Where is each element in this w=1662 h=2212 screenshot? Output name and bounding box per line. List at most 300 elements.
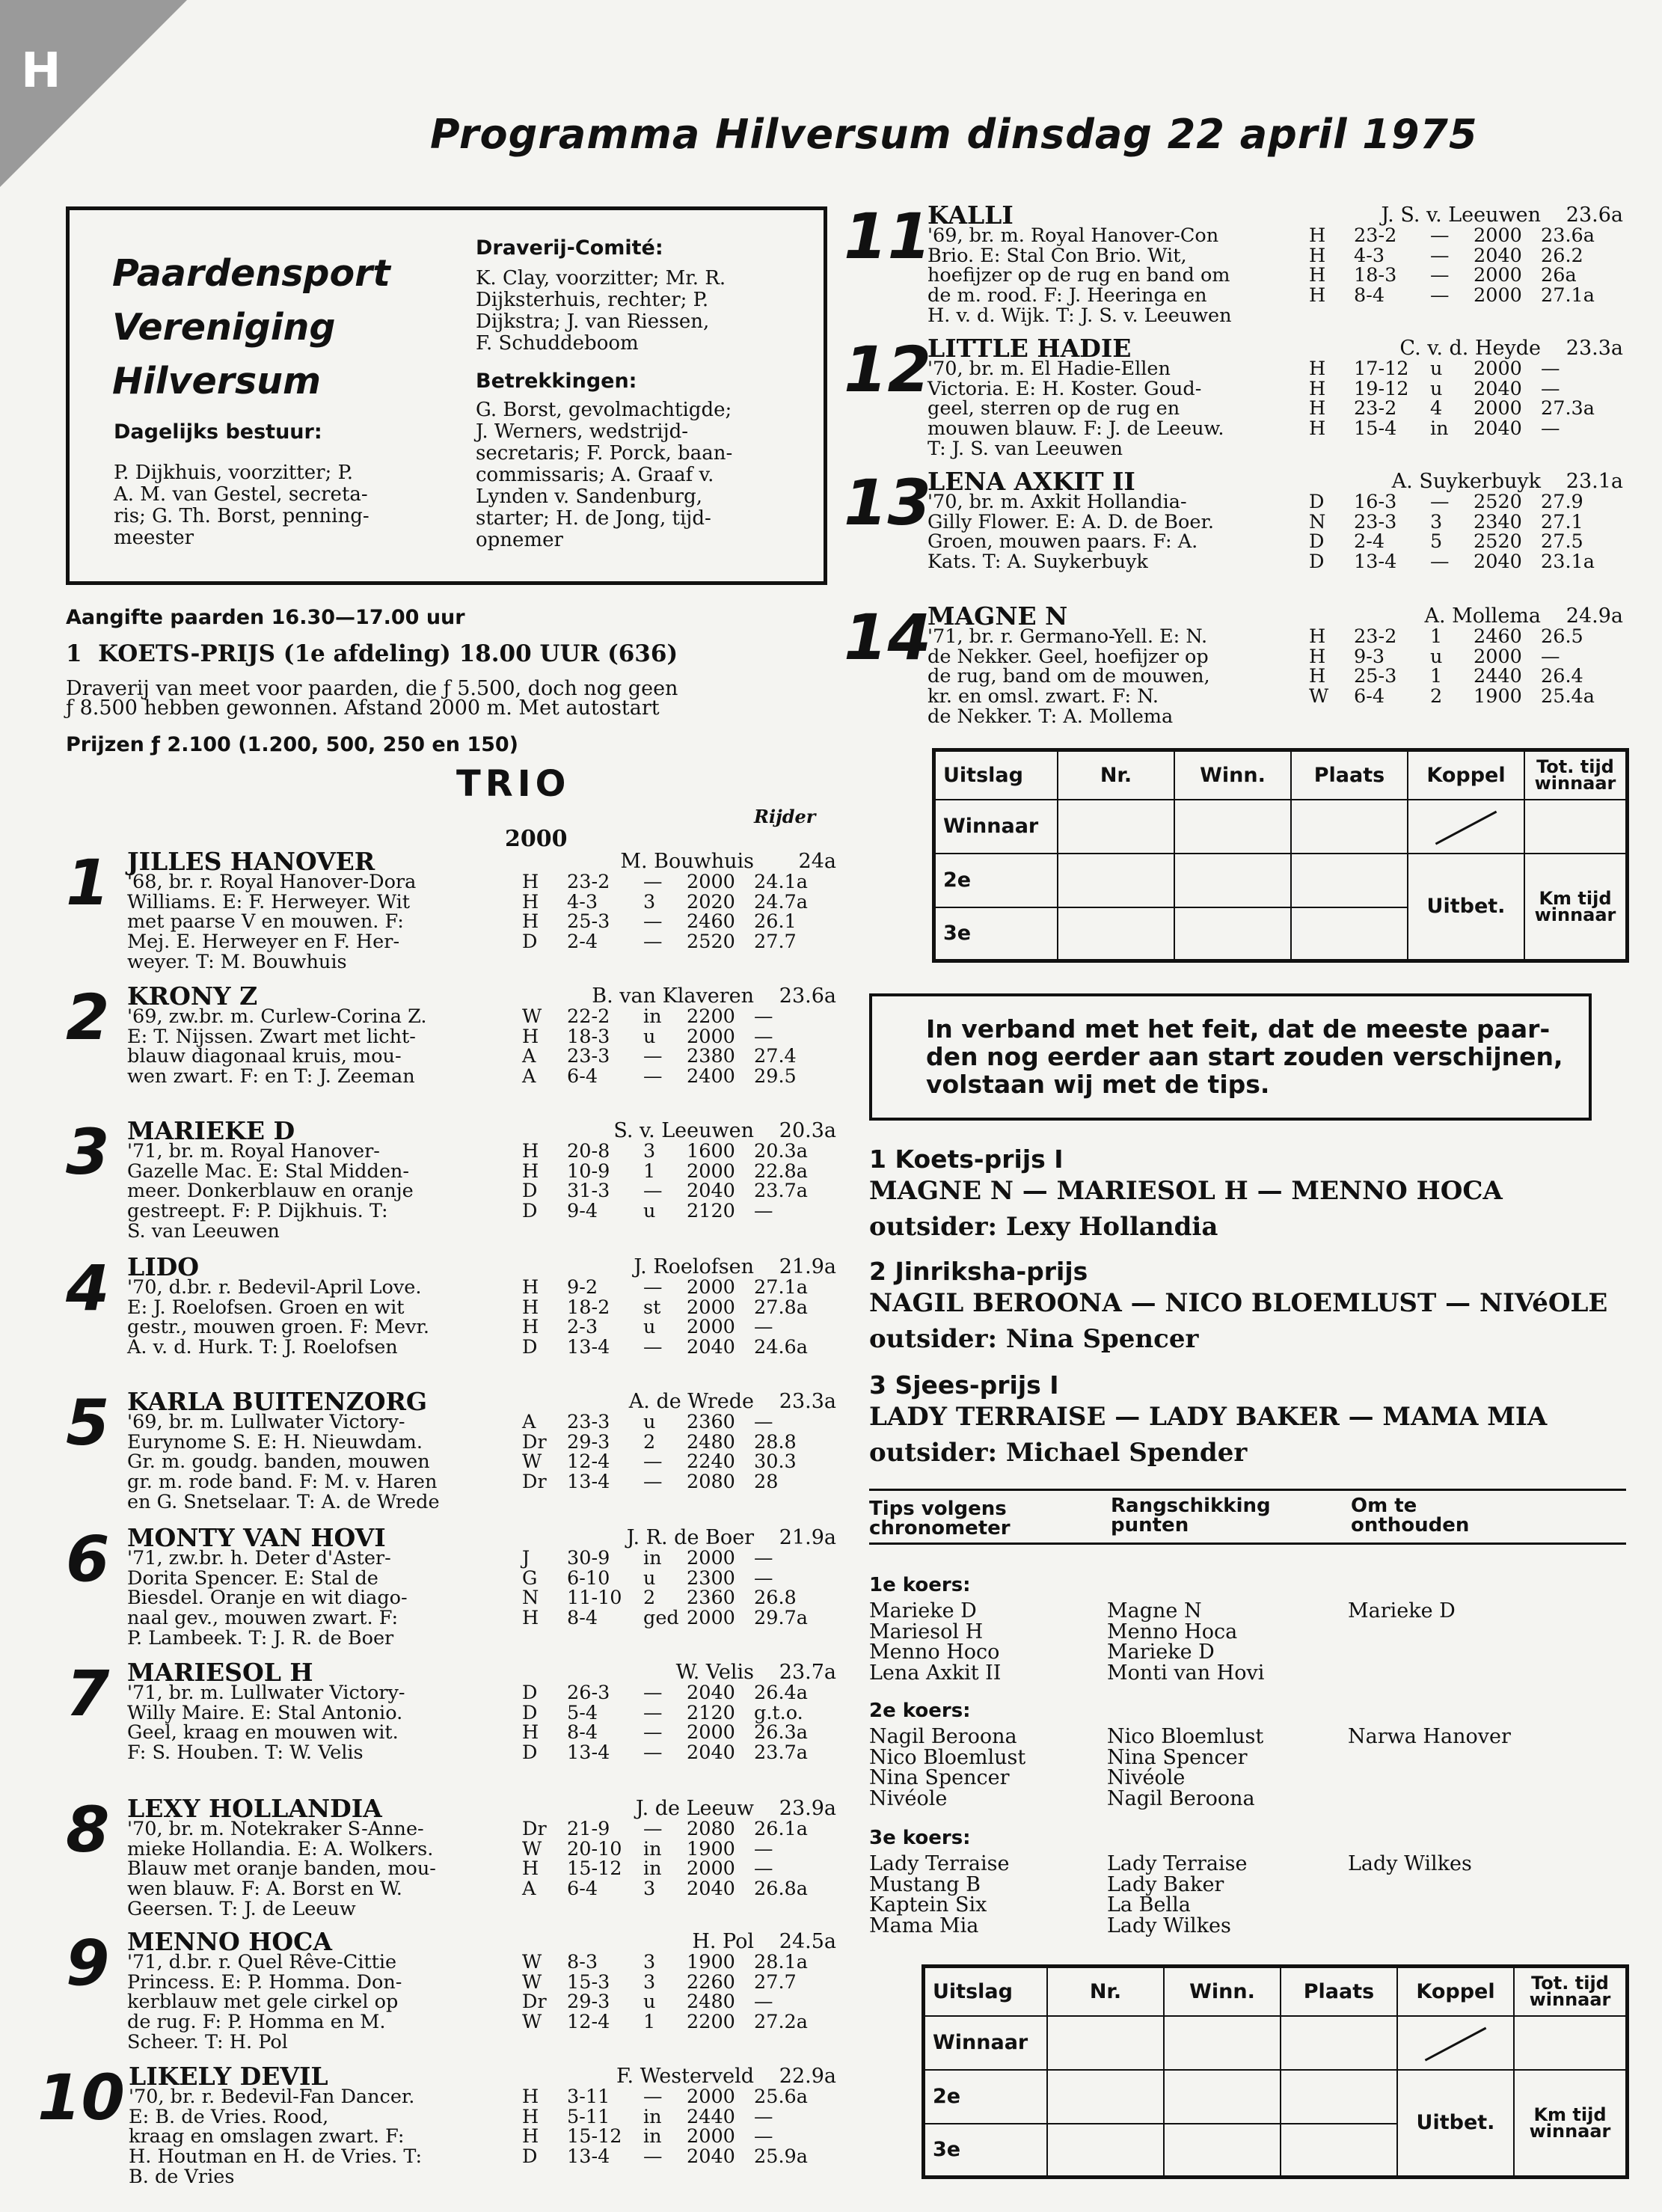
table-header: Plaats (1281, 1967, 1397, 2016)
result-distance: 2000 (687, 1025, 735, 1048)
result-date: 29-3 (567, 1430, 610, 1453)
result-date: 9-3 (1354, 645, 1385, 668)
result-place: in (643, 1857, 662, 1881)
result-row (522, 2107, 836, 2127)
result-distance: 2040 (1474, 417, 1522, 441)
page-title: Programma Hilversum dinsdag 22 april 1975 (430, 111, 1478, 158)
table-cell (1164, 2016, 1281, 2070)
result-distance: 2040 (1474, 377, 1522, 400)
result-place: — (643, 1180, 663, 1203)
koppel-slash-cell (1408, 800, 1524, 854)
result-time: — (754, 2105, 773, 2128)
result-row (1309, 399, 1623, 419)
result-time: 26.8 (754, 1587, 797, 1610)
result-track: H (522, 1857, 539, 1881)
result-place: u (643, 1991, 656, 2014)
result-row (522, 1027, 836, 1047)
result-track: H (522, 1025, 539, 1048)
table-row-label: 3e (934, 907, 1058, 961)
result-time: 26.2 (1541, 244, 1583, 267)
result-row (522, 1566, 836, 1590)
corner-letter: H (21, 43, 61, 99)
horse-name: KALLI (927, 200, 1014, 230)
horse-record: 24.5a (779, 1930, 836, 1953)
result-distance: 2080 (687, 1471, 735, 1494)
horse-number: 5 (66, 1386, 110, 1459)
result-track: D (522, 1336, 538, 1359)
result-place: 3 (643, 890, 656, 913)
club-name (112, 247, 390, 408)
remember-tip: Narwa Hanover (1348, 1725, 1511, 1748)
result-place: — (643, 1045, 663, 1068)
result-date: 29-3 (567, 1991, 610, 2014)
result-row (1309, 492, 1623, 512)
result-date: 13-4 (1354, 551, 1397, 574)
horse-rider: J. Roelofsen (634, 1255, 754, 1278)
result-row (1309, 379, 1623, 399)
result-track: H (522, 1159, 539, 1183)
table-row-label: Winnaar (934, 800, 1058, 854)
result-distance: 2040 (687, 2145, 735, 2169)
result-date: 6-4 (567, 1878, 598, 1901)
result-row (522, 1588, 836, 1608)
result-track: H (1309, 417, 1326, 441)
horse-number: 7 (66, 1657, 110, 1730)
result-date: 13-4 (567, 1471, 610, 1494)
result-time: 26.4a (754, 1682, 808, 1704)
result-place: in (643, 1005, 662, 1028)
table-row-label: 2e (924, 2070, 1048, 2124)
horse-name: MONTY VAN HOVI (127, 1523, 386, 1552)
horse-rider: A. Mollema (1424, 604, 1541, 628)
result-place: 3 (1430, 510, 1443, 533)
horse-description: '69, br. m. Lullwater Victory- Eurynome S. E: H. Nieuwdam. Gr. m. goudg. banden, mouwen gr. m. rode band. F: M. v. Haren en G. Snetselaar. T: A. de Wrede (127, 1411, 440, 1513)
result-row (1309, 627, 1623, 647)
table-cell (1047, 2070, 1164, 2124)
horse-rider: C. v. d. Heyde (1399, 337, 1541, 360)
result-place: — (643, 1065, 663, 1088)
result-place: 2 (643, 1430, 656, 1453)
result-distance: 2460 (687, 910, 735, 934)
result-row (522, 1743, 836, 1763)
result-date: 11-10 (567, 1587, 622, 1610)
horse-entry (844, 200, 1623, 335)
horse-rider: J. de Leeuw (635, 1797, 754, 1820)
result-date: 31-3 (567, 1180, 610, 1203)
result-place: u (643, 1411, 656, 1433)
result-place: u (1430, 377, 1443, 400)
result-time: 20.3a (754, 1140, 808, 1162)
result-date: 8-4 (1354, 284, 1385, 307)
result-time: 27.5 (1541, 530, 1583, 554)
result-date: 30-9 (567, 1547, 610, 1569)
result-date: 19-12 (1354, 377, 1409, 400)
result-distance: 2460 (1474, 625, 1522, 648)
result-place: 3 (643, 1951, 656, 1973)
result-track: W (522, 1951, 542, 1973)
horse-results (1309, 359, 1623, 439)
result-time: g.t.o. (754, 1701, 803, 1724)
horse-number: 14 (844, 601, 931, 674)
result-time: 28.1a (754, 1951, 808, 1973)
horse-description: '69, br. m. Royal Hanover-Con Brio. E: Stal Con Brio. Wit, hoefijzer op de rug en band om de m. rood. F: J. Heeringa en H. v. d. Wijk. T: J. S. v. Leeuwen (927, 224, 1232, 327)
result-date: 2-3 (567, 1316, 598, 1339)
result-track: G (522, 1566, 538, 1590)
horse-number: 8 (66, 1793, 110, 1866)
race-description: Draverij van meet voor paarden, die ƒ 5.500, doch nog geen ƒ 8.500 hebben gewonnen. Afstand 2000 m. Met autostart (66, 677, 678, 720)
horse-number: 2 (66, 981, 110, 1054)
result-place: u (643, 1025, 656, 1048)
result-place: — (643, 910, 663, 934)
result-row (522, 1159, 836, 1183)
result-time: 25.4a (1541, 685, 1595, 708)
result-time: — (754, 1857, 773, 1881)
result-distance: 2000 (1474, 645, 1522, 668)
result-row (522, 1608, 836, 1629)
result-date: 25-3 (1354, 665, 1397, 688)
result-time: — (754, 1005, 773, 1028)
table-header: Plaats (1291, 750, 1408, 800)
result-date: 12-4 (567, 2011, 610, 2034)
result-row (522, 1430, 836, 1453)
result-distance: 2120 (687, 1701, 735, 1724)
result-track: H (1309, 397, 1326, 420)
result-date: 23-3 (567, 1411, 610, 1433)
result-track: H (1309, 358, 1326, 380)
horse-results (522, 1007, 836, 1087)
result-row (522, 1839, 836, 1860)
result-track: Dr (522, 1471, 547, 1494)
chrono-header-1: Tips volgens chronometer (869, 1498, 1011, 1539)
table-cell (1058, 800, 1174, 854)
result-row (1309, 647, 1623, 667)
horse-rider: J. R. de Boer (626, 1526, 754, 1549)
result-time: — (754, 1411, 773, 1433)
horse-description: '71, d.br. r. Quel Rêve-Cittie Princess. E: P. Homma. Don- kerblauw met gele cirkel op de rug. F: P. Homma en M. Scheer. T: H. Pol (127, 1951, 402, 2053)
result-track: H (1309, 264, 1326, 287)
result-date: 18-2 (567, 1296, 610, 1319)
result-time: 26.5 (1541, 625, 1583, 648)
rijder-label: Rijder (754, 806, 816, 827)
horse-name: LIDO (127, 1252, 200, 1281)
horse-description: '71, br. m. Lullwater Victory- Willy Maire. E: Stal Antonio. Geel, kraag en mouwen wit. F: S. Houben. T: W. Velis (127, 1682, 405, 1765)
result-place: 3 (643, 1970, 656, 1994)
horse-rider: A. de Wrede (628, 1390, 754, 1413)
result-distance: 2000 (687, 2086, 735, 2108)
result-time: 27.2a (754, 2011, 808, 2034)
result-distance: 2200 (687, 1005, 735, 1028)
result-track: H (522, 871, 539, 893)
result-distance: 2400 (687, 1065, 735, 1088)
result-track: D (522, 1180, 538, 1203)
result-distance: 2040 (687, 1336, 735, 1359)
result-row (522, 1278, 836, 1298)
result-time: — (1541, 645, 1560, 668)
result-place: — (643, 871, 663, 893)
result-place: — (643, 1741, 663, 1765)
result-track: H (522, 2125, 539, 2148)
result-time: — (1541, 377, 1560, 400)
result-distance: 2040 (1474, 551, 1522, 574)
horse-name: LENA AXKIT II (927, 467, 1135, 496)
horse-name: LITTLE HADIE (927, 334, 1132, 363)
result-row (522, 1317, 836, 1338)
result-row (1309, 419, 1623, 439)
horse-results (522, 1819, 836, 1899)
result-time: 27.4 (754, 1045, 797, 1068)
result-distance: 2360 (687, 1411, 735, 1433)
result-row (522, 1067, 836, 1087)
chrono-header-3: Om te onthouden (1351, 1495, 1470, 1537)
comite-label: Draverij-Comité: (476, 236, 663, 260)
result-distance: 2000 (1474, 397, 1522, 420)
horse-entry (844, 334, 1623, 468)
result-row (522, 1412, 836, 1433)
koers-label: 1e koers: (869, 1574, 971, 1596)
result-date: 9-2 (567, 1276, 598, 1299)
result-distance: 2520 (1474, 530, 1522, 554)
remember-tip: Lady Wilkes (1348, 1852, 1472, 1875)
result-row (522, 1548, 836, 1569)
result-place: in (643, 2105, 662, 2128)
horse-entry (66, 981, 836, 1116)
table-header: Koppel (1408, 750, 1524, 800)
horse-results (522, 1278, 836, 1358)
result-row (522, 1723, 836, 1743)
result-place: — (1430, 491, 1450, 513)
result-time: 23.1a (1541, 551, 1595, 574)
result-row (522, 912, 836, 932)
result-row (1309, 266, 1623, 286)
result-row (1309, 552, 1623, 572)
result-row (522, 1181, 836, 1201)
result-date: 18-3 (567, 1025, 610, 1048)
horse-rider: M. Bouwhuis (620, 850, 754, 873)
horse-name: MENNO HOCA (127, 1927, 333, 1956)
result-row (522, 1819, 836, 1839)
result-row (522, 1992, 836, 2012)
horse-number: 4 (66, 1251, 110, 1325)
horse-entry (66, 847, 836, 981)
result-track: H (522, 1607, 539, 1630)
horse-number: 6 (66, 1522, 110, 1596)
table-cell (1058, 907, 1174, 961)
uitbet-cell: Uitbet. (1397, 2070, 1514, 2178)
result-distance: 2240 (687, 1450, 735, 1474)
result-time: 27.8a (754, 1296, 808, 1319)
result-place: 3 (643, 1140, 656, 1162)
horse-name: JILLES HANOVER (127, 847, 375, 876)
result-track: H (1309, 284, 1326, 307)
horse-number: 12 (844, 333, 931, 406)
table-header: Koppel (1397, 1967, 1514, 2016)
horse-record: 21.9a (779, 1255, 836, 1278)
result-row (522, 1683, 836, 1703)
result-date: 23-2 (1354, 224, 1397, 247)
result-distance: 2020 (687, 890, 735, 913)
result-time: 26.1 (754, 910, 797, 934)
result-distance: 1900 (687, 1951, 735, 1973)
result-distance: 2000 (687, 1276, 735, 1299)
ranking-tips: Lady Terraise Lady Baker La Bella Lady Wilkes (1107, 1852, 1248, 1937)
table-cell (1047, 2124, 1164, 2178)
result-time: 25.6a (754, 2086, 808, 2108)
horse-rider: F. Westerveld (616, 2065, 754, 2088)
result-track: N (522, 1587, 539, 1610)
result-time: — (754, 1200, 773, 1223)
koers-label: 2e koers: (869, 1700, 971, 1722)
result-distance: 1900 (1474, 685, 1522, 708)
result-track: H (522, 1140, 539, 1162)
club-name-line: Vereniging (112, 306, 336, 349)
result-date: 13-4 (567, 1336, 610, 1359)
result-track: H (522, 910, 539, 934)
result-date: 5-11 (567, 2105, 610, 2128)
result-time: 23.7a (754, 1180, 808, 1203)
horse-results (522, 1548, 836, 1629)
horse-description: '70, br. m. El Hadie-Ellen Victoria. E: H. Koster. Goud- geel, sterren op de rug en mouwen blauw. F: J. de Leeuw. T: J. S. van Leeuwen (927, 358, 1224, 460)
table-cell (1524, 800, 1628, 854)
result-date: 18-3 (1354, 264, 1397, 287)
result-place: — (643, 931, 663, 954)
horse-record: 23.3a (779, 1390, 836, 1413)
uitbet-cell: Uitbet. (1408, 854, 1524, 961)
result-track: H (1309, 625, 1326, 648)
result-place: — (643, 1450, 663, 1474)
table-row-label: 3e (924, 2124, 1048, 2178)
tip-race-3-outsider: outsider: Michael Spender (869, 1438, 1248, 1468)
result-track: W (522, 1970, 542, 1994)
result-row (1309, 286, 1623, 306)
horse-description: '70, br. m. Notekraker S-Anne- mieke Hollandia. E: A. Wolkers. Blauw met oranje banden, mou- wen blauw. F: A. Borst en W. Geersen. T: J. de Leeuw (127, 1818, 436, 1920)
horse-results (522, 2087, 836, 2167)
result-track: Dr (522, 1991, 547, 2014)
result-time: 22.8a (754, 1159, 808, 1183)
divider (869, 1542, 1626, 1545)
table-cell (1058, 854, 1174, 907)
horse-entry (66, 1116, 836, 1251)
result-track: A (522, 1065, 536, 1088)
comite-text: K. Clay, voorzitter; Mr. R. Dijksterhuis, rechter; P. Dijkstra; J. van Riessen, F. Schuddeboom (476, 267, 726, 355)
result-time: 28.8 (754, 1430, 797, 1453)
result-place: u (643, 1566, 656, 1590)
horse-record: 20.3a (779, 1119, 836, 1142)
result-track: D (522, 2145, 538, 2169)
result-place: — (643, 1721, 663, 1744)
result-track: Dr (522, 1430, 547, 1453)
result-date: 26-3 (567, 1682, 610, 1704)
result-distance: 2040 (1474, 244, 1522, 267)
result-place: 1 (1430, 665, 1443, 688)
result-place: u (643, 1200, 656, 1223)
result-date: 6-4 (567, 1065, 598, 1088)
result-track: A (522, 1411, 536, 1433)
horse-record: 24.9a (1566, 604, 1623, 628)
result-time: 23.7a (754, 1741, 808, 1765)
result-place: in (1430, 417, 1449, 441)
bestuur-text: P. Dijkhuis, voorzitter; P. A. M. van Gestel, secreta- ris; G. Th. Borst, penning- meester (114, 462, 369, 549)
result-distance: 2120 (687, 1200, 735, 1223)
table-cell (1291, 907, 1408, 961)
result-place: u (1430, 358, 1443, 380)
table-cell (1514, 2016, 1628, 2070)
result-distance: 2200 (687, 2011, 735, 2034)
tip-race-2-head: 2 Jinriksha-prijs (869, 1257, 1088, 1286)
result-row (522, 1952, 836, 1973)
race-prizes: Prijzen ƒ 2.100 (1.200, 500, 250 en 150) (66, 733, 519, 756)
result-distance: 2080 (687, 1818, 735, 1840)
horse-description: '71, br. m. Royal Hanover- Gazelle Mac. E: Stal Midden- meer. Donkerblauw en oranje gestreept. F: P. Dijkhuis. T: S. van Leeuwen (127, 1140, 414, 1243)
result-time: — (754, 1991, 773, 2014)
result-track: W (522, 2011, 542, 2034)
result-place: — (643, 2145, 663, 2169)
tip-race-3-line: LADY TERRAISE — LADY BAKER — MAMA MIA (869, 1402, 1548, 1432)
horse-entry (66, 1523, 836, 1658)
horse-name: LEXY HOLLANDIA (127, 1794, 382, 1823)
result-time: 28 (754, 1471, 779, 1494)
result-place: in (643, 1837, 662, 1860)
result-track: D (522, 1741, 538, 1765)
horse-rider: B. van Klaveren (592, 984, 754, 1008)
result-time: 25.9a (754, 2145, 808, 2169)
horse-results (522, 1952, 836, 2032)
horse-results (522, 1412, 836, 1492)
result-time: 27.1a (754, 1276, 808, 1299)
chrono-tips: Marieke D Mariesol H Menno Hoco Lena Axkit II (869, 1599, 1002, 1685)
result-date: 23-3 (567, 1045, 610, 1068)
result-distance: 2520 (1474, 491, 1522, 513)
horse-rider: S. v. Leeuwen (613, 1119, 754, 1142)
result-track: H (522, 1296, 539, 1319)
result-date: 16-3 (1354, 491, 1397, 513)
horse-entry (66, 1794, 836, 1928)
table-cell (1291, 854, 1408, 907)
chrono-tips: Lady Terraise Mustang B Kaptein Six Mama Mia (869, 1852, 1010, 1937)
result-place: 1 (643, 1159, 656, 1183)
result-time: 27.9 (1541, 491, 1583, 513)
result-distance: 2000 (687, 871, 735, 893)
result-time: — (754, 1566, 773, 1590)
result-time: 26.8a (754, 1878, 808, 1901)
result-track: W (522, 1450, 542, 1474)
ranking-tips: Magne N Menno Hoca Marieke D Monti van Hovi (1107, 1599, 1265, 1685)
horse-description: '68, br. r. Royal Hanover-Dora Williams. E: F. Herweyer. Wit met paarse V en mouwen. F: Mej. E. Herweyer en F. Her- weyer. T: M. Bouwhuis (127, 871, 417, 973)
result-row (522, 1859, 836, 1879)
table-header: Winn. (1174, 750, 1291, 800)
result-date: 2-4 (1354, 530, 1385, 554)
result-time: 26a (1541, 264, 1577, 287)
result-date: 20-10 (567, 1837, 622, 1860)
result-distance: 2000 (687, 2125, 735, 2148)
result-track: W (522, 1005, 542, 1028)
result-distance: 2040 (687, 1682, 735, 1704)
horse-entry (844, 467, 1623, 601)
result-place: u (643, 1316, 656, 1339)
result-place: 5 (1430, 530, 1443, 554)
result-time: 24.1a (754, 871, 808, 893)
result-date: 8-4 (567, 1721, 598, 1744)
horse-name: MARIESOL H (127, 1658, 313, 1687)
horse-description: '71, br. r. Germano-Yell. E: N. de Nekker. Geel, hoefijzer op de rug, band om de mouwen, kr. en omsl. zwart. F: N. de Nekker. T: A. Mollema (927, 625, 1210, 728)
result-time: 27.3a (1541, 397, 1595, 420)
result-time: 27.1 (1541, 510, 1583, 533)
horse-number: 13 (844, 466, 931, 539)
result-time: 26.4 (1541, 665, 1583, 688)
result-row (522, 1007, 836, 1027)
table-cell (1174, 854, 1291, 907)
result-distance: 1900 (687, 1837, 735, 1860)
result-track: W (1309, 685, 1329, 708)
